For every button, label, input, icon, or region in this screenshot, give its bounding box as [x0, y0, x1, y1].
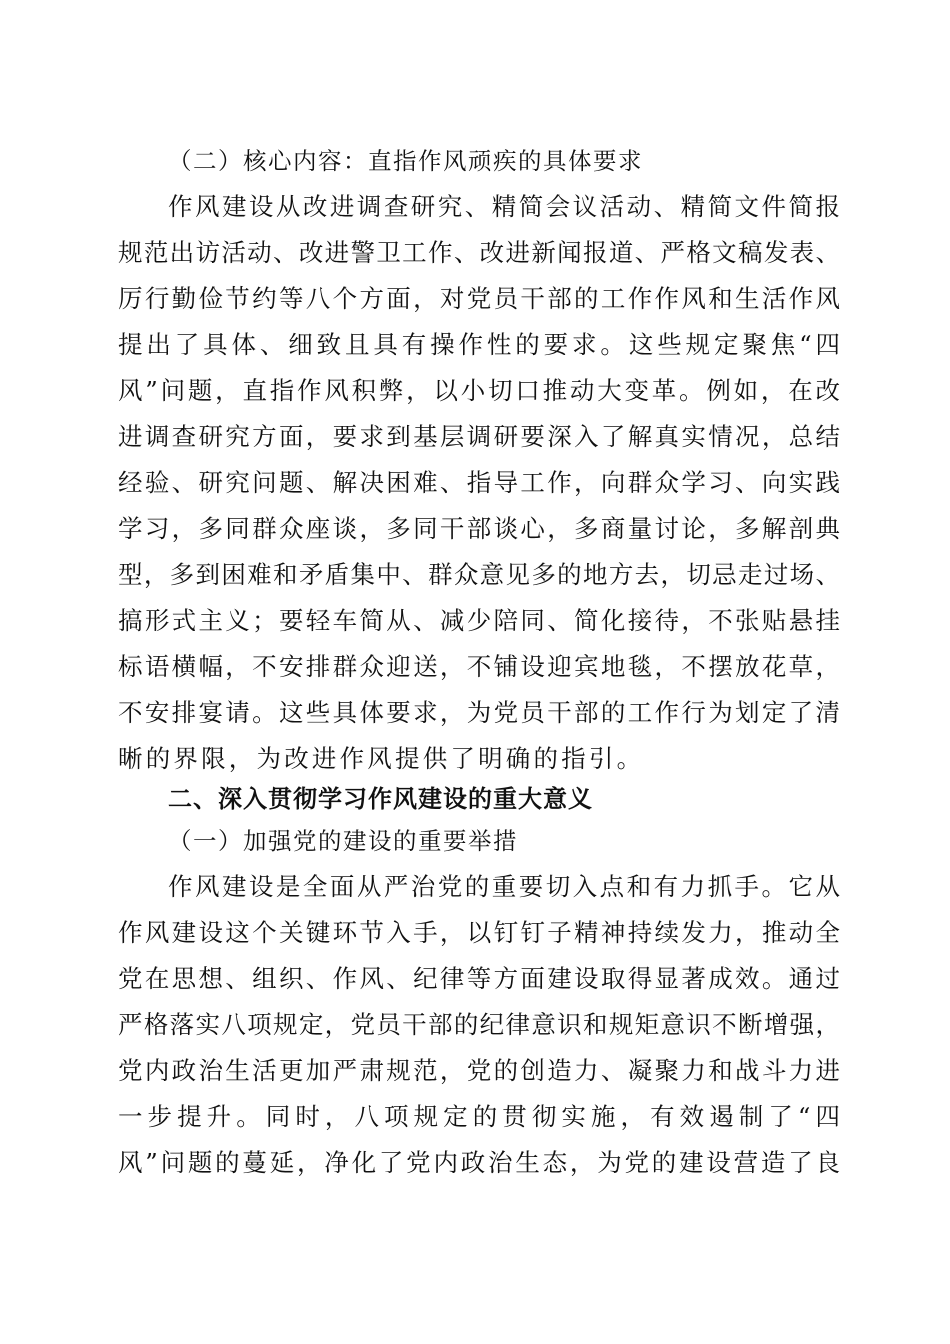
paragraph-line: 规范出访活动、改进警卫工作、改进新闻报道、严格文稿发表、 [118, 238, 840, 267]
paragraph-line: 提出了具体、细致且具有操作性的要求。这些规定聚焦“四 [118, 330, 840, 359]
paragraph-line: 厉行勤俭节约等八个方面，对党员干部的工作作风和生活作风 [118, 284, 840, 313]
paragraph-line: 经验、研究问题、解决困难、指导工作，向群众学习、向实践 [118, 468, 840, 497]
section-2-1-heading: （一）加强党的建设的重要举措 [168, 827, 518, 855]
paragraph-line: 标语横幅，不安排群众迎送，不铺设迎宾地毯，不摆放花草， [118, 652, 840, 681]
paragraph-line: 一步提升。同时，八项规定的贯彻实施，有效遏制了“四 [118, 1102, 840, 1131]
paragraph-line: 进调查研究方面，要求到基层调研要深入了解真实情况，总结 [118, 422, 840, 451]
section-2-2-heading: （二）核心内容：直指作风顽疾的具体要求 [168, 147, 643, 175]
section-2-heading: 二、深入贯彻学习作风建设的重大意义 [168, 785, 593, 813]
paragraph-line: 严格落实八项规定，党员干部的纪律意识和规矩意识不断增强， [118, 1010, 840, 1039]
paragraph-line: 搞形式主义；要轻车简从、减少陪同、简化接待，不张贴悬挂 [118, 606, 840, 635]
paragraph-line: 作风建设这个关键环节入手，以钉钉子精神持续发力，推动全 [118, 918, 840, 947]
paragraph-line: 党在思想、组织、作风、纪律等方面建设取得显著成效。通过 [118, 964, 840, 993]
paragraph-line: 风”问题的蔓延，净化了党内政治生态，为党的建设营造了良 [118, 1148, 840, 1177]
paragraph-line: 型，多到困难和矛盾集中、群众意见多的地方去，切忌走过场、 [118, 560, 840, 589]
paragraph-line: 党内政治生活更加严肃规范，党的创造力、凝聚力和战斗力进 [118, 1056, 840, 1085]
paragraph-line: 作风建设是全面从严治党的重要切入点和有力抓手。它从 [168, 872, 840, 901]
paragraph-line: 作风建设从改进调查研究、精简会议活动、精简文件简报 [168, 192, 840, 221]
paragraph-line: 学习，多同群众座谈，多同干部谈心，多商量讨论，多解剖典 [118, 514, 840, 543]
paragraph-line: 不安排宴请。这些具体要求，为党员干部的工作行为划定了清 [118, 698, 840, 727]
paragraph-line: 晰的界限，为改进作风提供了明确的指引。 [118, 744, 645, 773]
paragraph-line: 风”问题，直指作风积弊，以小切口推动大变革。例如，在改 [118, 376, 840, 405]
